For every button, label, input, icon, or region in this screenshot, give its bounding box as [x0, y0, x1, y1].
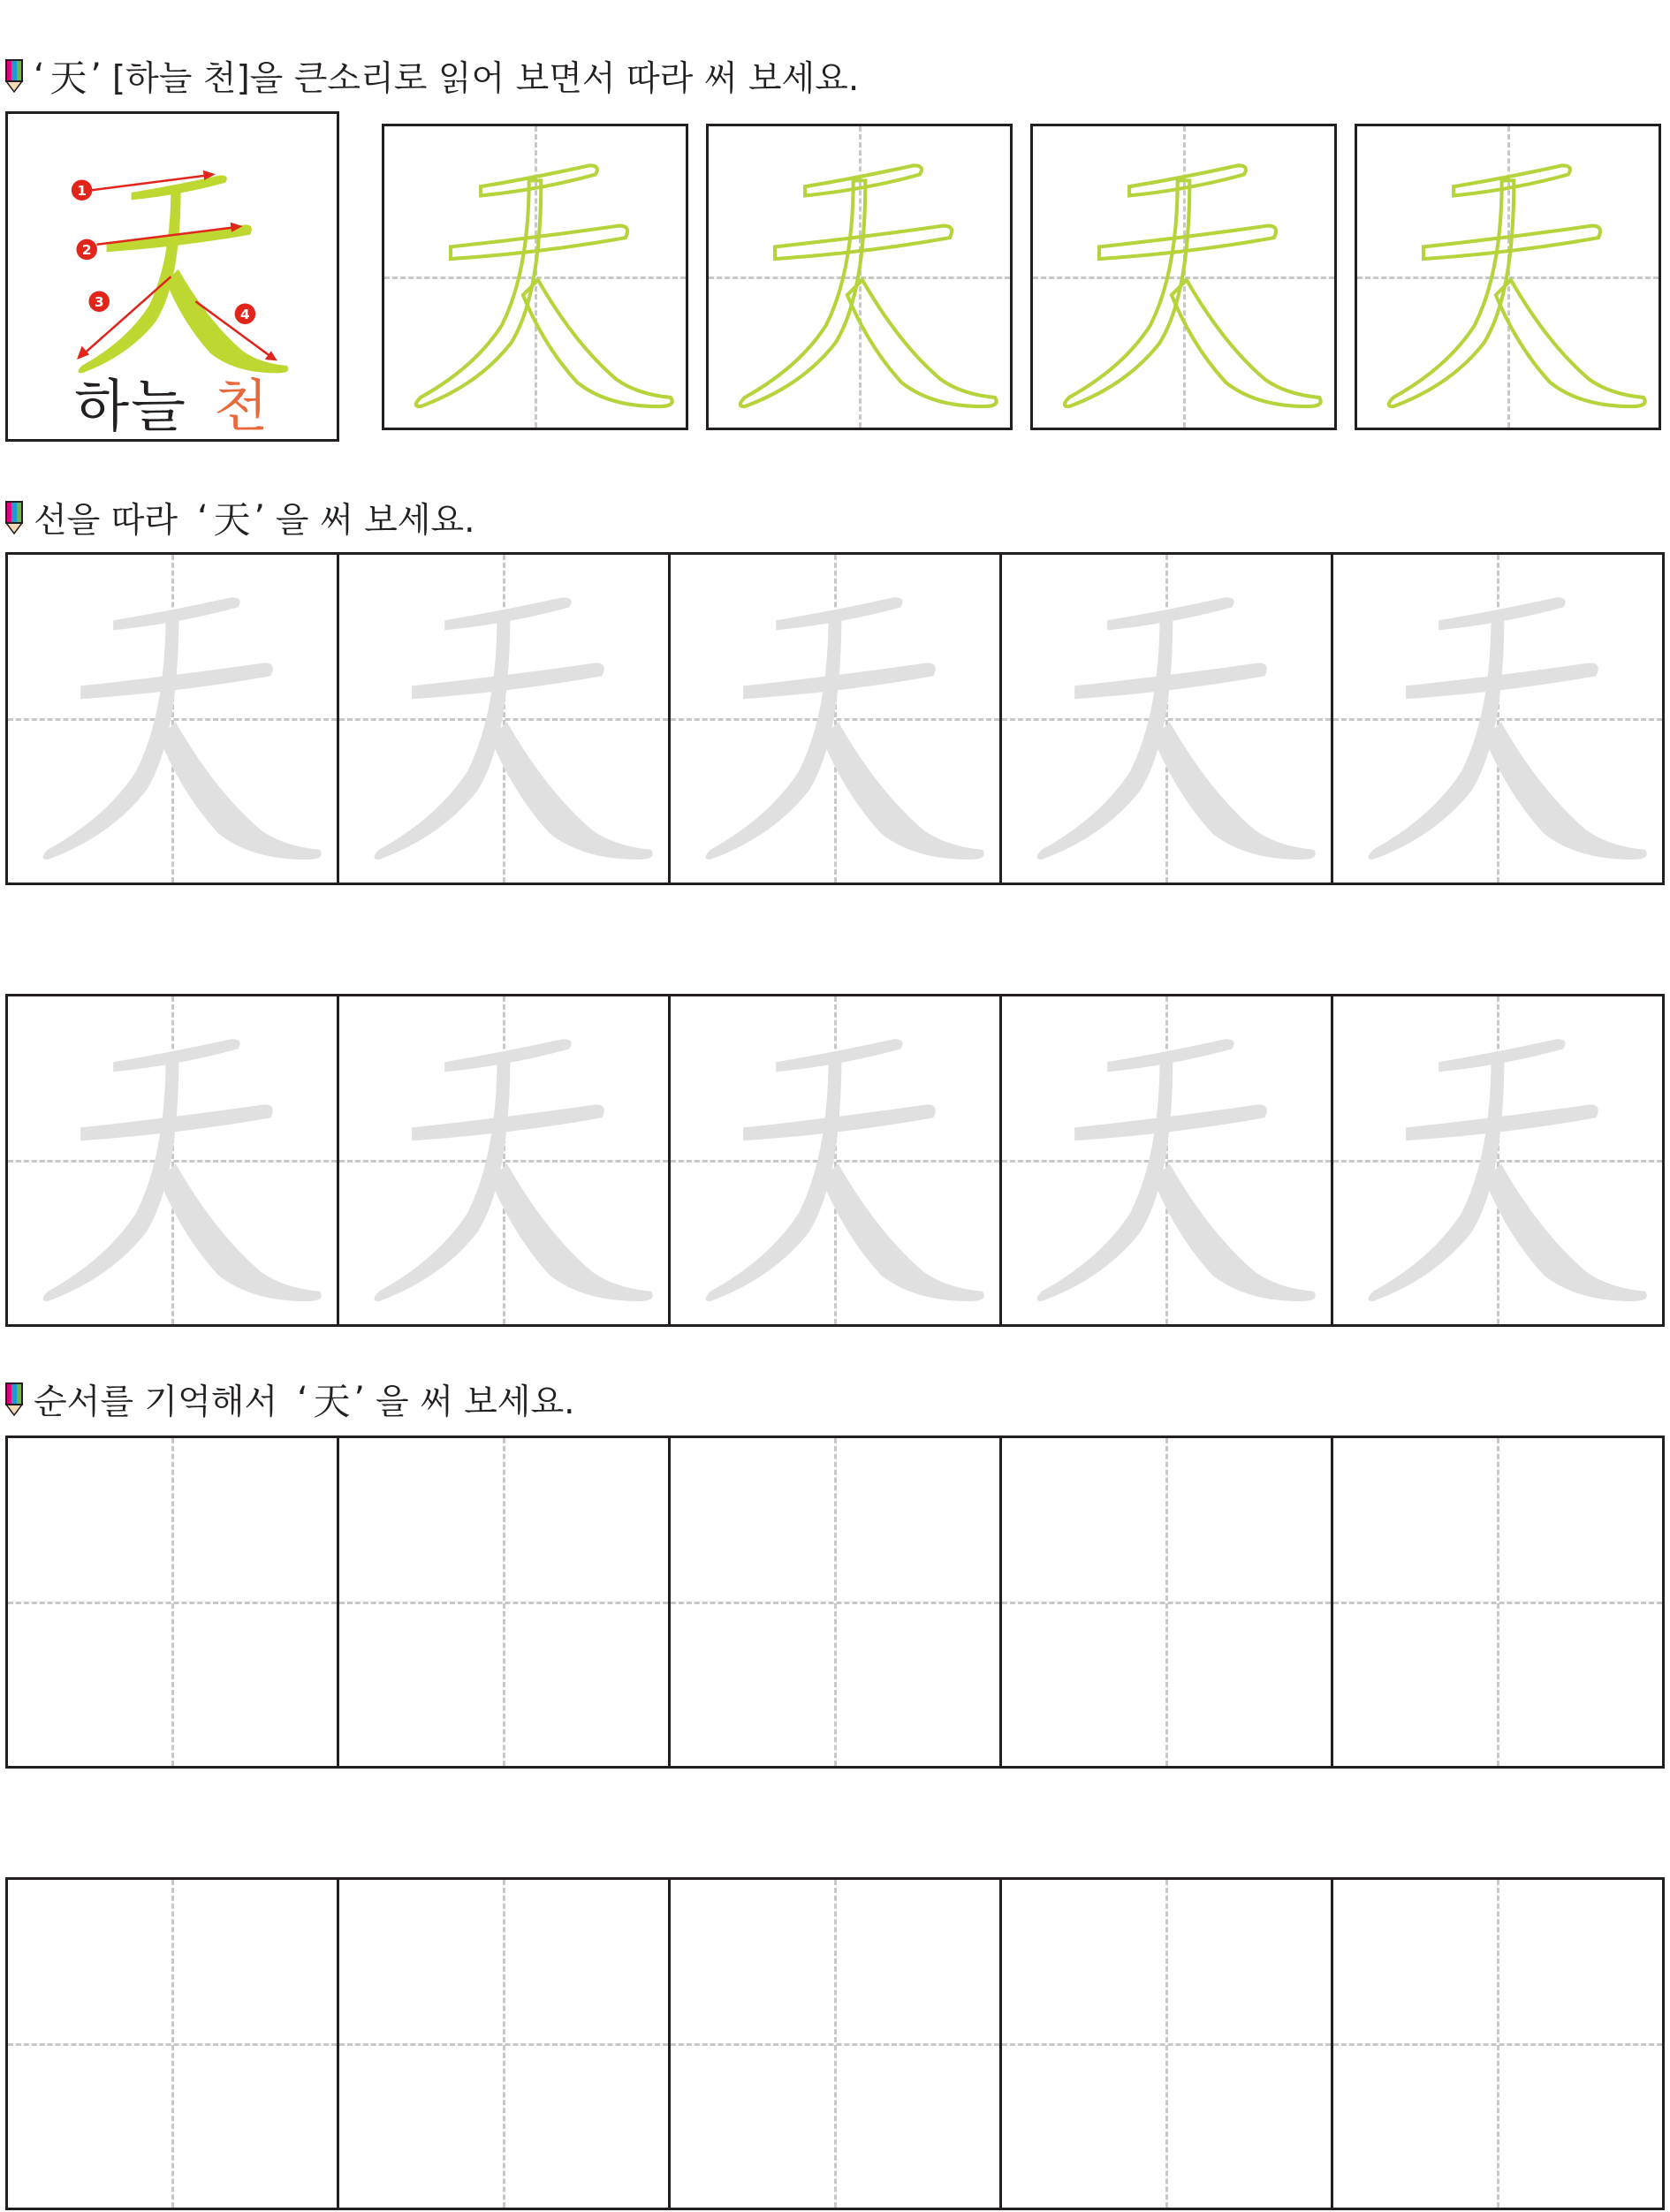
instruction-text: [하늘 천]을 큰소리로 읽어 보면서 따라 써 보세요.	[111, 59, 860, 99]
blank-cell[interactable]	[8, 1438, 339, 1766]
outline-trace-box[interactable]	[1030, 124, 1337, 430]
gray-trace-character	[8, 996, 337, 1324]
blank-cell[interactable]	[339, 1880, 671, 2208]
stroke-number-3: 3	[94, 293, 104, 310]
blank-cell[interactable]	[339, 1438, 671, 1766]
stroke-number-4: 4	[240, 306, 250, 322]
blank-cell[interactable]	[1333, 1880, 1662, 2208]
blank-cell[interactable]	[671, 1438, 1002, 1766]
target-hanja: 天	[213, 498, 251, 542]
outline-character	[709, 126, 1010, 428]
outline-character	[384, 126, 686, 428]
trace-cell[interactable]	[1002, 555, 1333, 883]
quote-open: ‘	[34, 56, 45, 96]
trace-row	[5, 994, 1665, 1327]
quote-close: ’	[353, 1379, 365, 1420]
trace-cell[interactable]	[339, 555, 671, 883]
quote-close: ’	[254, 497, 265, 538]
trace-cell[interactable]	[671, 555, 1002, 883]
meaning-sound-label	[8, 361, 337, 443]
gray-trace-character	[339, 555, 668, 883]
outline-trace-box[interactable]	[706, 124, 1013, 430]
outline-character	[1357, 126, 1659, 428]
pencil-icon	[4, 58, 25, 94]
trace-cell[interactable]	[339, 996, 671, 1324]
instruction-read-aloud	[4, 51, 859, 101]
trace-cell[interactable]	[671, 996, 1002, 1324]
trace-cell[interactable]	[1002, 996, 1333, 1324]
blank-cell[interactable]	[1002, 1438, 1333, 1766]
instruction-prefix: 순서를 기억해서	[34, 1382, 278, 1422]
sound-text: 천	[213, 375, 270, 440]
gray-trace-character	[1333, 996, 1662, 1324]
instruction-write-from-memory	[4, 1375, 575, 1424]
trace-cell[interactable]	[8, 555, 339, 883]
stroke-number-1: 1	[77, 182, 87, 199]
gray-trace-character	[671, 996, 999, 1324]
blank-cell[interactable]	[8, 1880, 339, 2208]
target-hanja: 天	[49, 57, 87, 100]
stroke-order-diagram	[52, 139, 300, 395]
trace-row	[5, 552, 1665, 885]
blank-cell[interactable]	[1333, 1438, 1662, 1766]
outline-character	[1033, 126, 1334, 428]
stroke-arrowhead-3	[77, 346, 89, 360]
instruction-suffix: 을 써 보세요.	[275, 501, 475, 541]
instruction-trace-lines	[4, 493, 474, 542]
instruction-prefix: 선을 따라	[34, 501, 178, 541]
pencil-icon	[4, 500, 25, 535]
quote-open: ‘	[297, 1379, 308, 1420]
blank-practice-row	[5, 1436, 1665, 1769]
outline-trace-box[interactable]	[382, 124, 688, 430]
trace-cell[interactable]	[1333, 996, 1662, 1324]
instruction-suffix: 을 써 보세요.	[375, 1382, 575, 1422]
quote-open: ‘	[197, 497, 209, 538]
stroke-number-2: 2	[81, 242, 92, 258]
quote-close: ’	[90, 56, 102, 96]
outline-trace-box[interactable]	[1355, 124, 1661, 430]
gray-trace-character	[1002, 996, 1331, 1324]
gray-trace-character	[339, 996, 668, 1324]
blank-cell[interactable]	[1002, 1880, 1333, 2208]
blank-cell[interactable]	[671, 1880, 1002, 2208]
gray-trace-character	[671, 555, 999, 883]
meaning-text: 하늘	[74, 375, 187, 440]
gray-trace-character	[8, 555, 337, 883]
trace-cell[interactable]	[8, 996, 339, 1324]
pencil-icon	[4, 1382, 25, 1417]
blank-practice-row	[5, 1877, 1665, 2210]
trace-cell[interactable]	[1333, 555, 1662, 883]
stroke-order-model	[5, 111, 339, 442]
target-hanja: 天	[313, 1380, 351, 1423]
model-character-glyph	[78, 175, 288, 373]
gray-trace-character	[1002, 555, 1331, 883]
gray-trace-character	[1333, 555, 1662, 883]
